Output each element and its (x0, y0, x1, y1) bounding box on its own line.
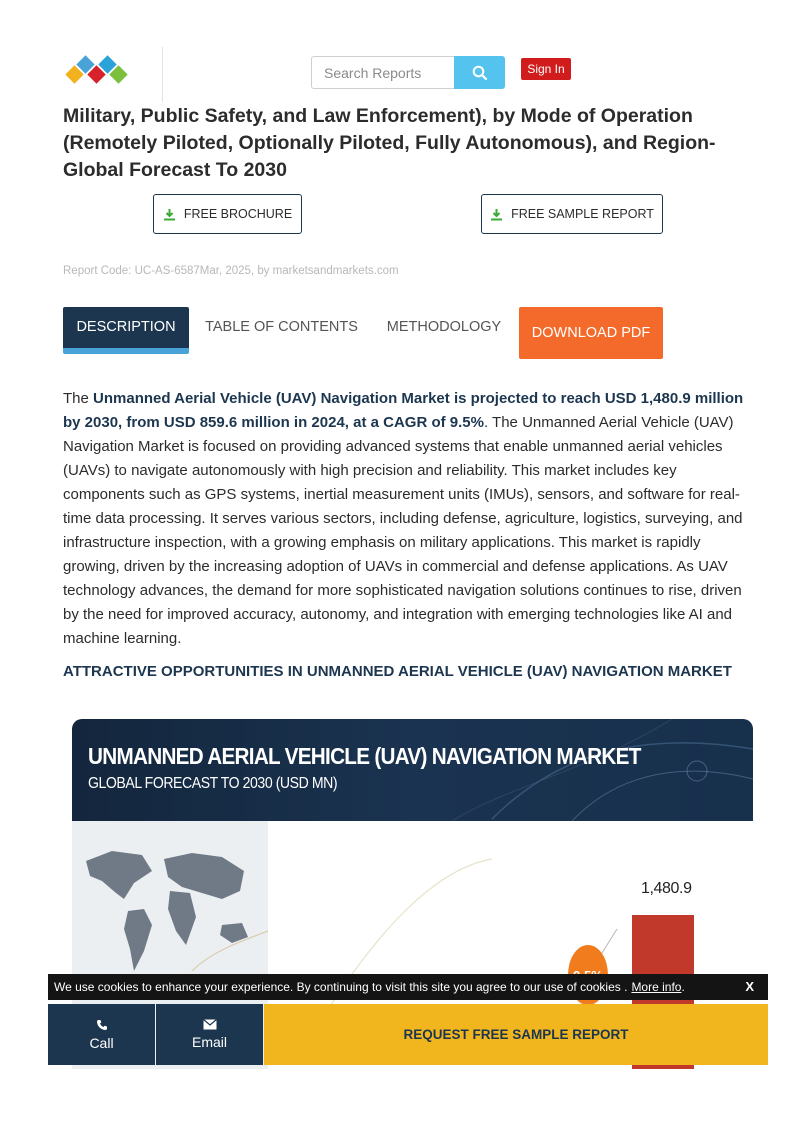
download-pdf-button[interactable]: DOWNLOAD PDF (519, 307, 663, 359)
description-highlight: Unmanned Aerial Vehicle (UAV) Navigation Market is projected to reach USD 1,480.9 million by 2030, from USD 859.6 million in 2024, at a CAGR of 9.5% (63, 390, 744, 431)
call-button[interactable] (48, 1004, 155, 1065)
download-icon (490, 208, 503, 221)
report-meta: Report Code: UC-AS-6587Mar, 2025, by marketsandmarkets.com (63, 265, 399, 277)
download-icon (163, 208, 176, 221)
description-intro: The (63, 390, 94, 407)
free-sample-report-label: FREE SAMPLE REPORT (511, 207, 654, 221)
more-info-link[interactable]: More info (631, 980, 682, 994)
cookie-close-button[interactable]: X (745, 979, 754, 994)
description-rest: . The Unmanned Aerial Vehicle (UAV) Navigation Market is focused on providing advanced systems that enable unmanned aerial vehicles (UAVs) to navigate autonomously with high precision and reliability. This market includes key components such as GPS systems, inertial measurement units (IMUs), sensors, and software for real-time data processing. It serves various sectors, including defense, agriculture, logistics, surveying, and infrastructure inspection, with a growing emphasis on military applications. This market is rapidly growing, driven by the increasing adoption of UAVs in commercial and defense applications. As UAV technology advances, the demand for more sophisticated navigation solutions continues to rise, driven by the need for improved accuracy, autonomy, and integration with emerging technologies like AI and machine learning. (63, 414, 743, 647)
header-divider (162, 47, 163, 102)
tab-table-of-contents[interactable]: TABLE OF CONTENTS (205, 319, 358, 335)
company-logo[interactable] (62, 55, 130, 91)
envelope-icon (203, 1019, 217, 1030)
cookie-banner (48, 974, 768, 1000)
search-input[interactable] (312, 57, 456, 88)
sign-in-button[interactable]: Sign In (521, 58, 571, 80)
infographic-title: UNMANNED AERIAL VEHICLE (UAV) NAVIGATION MARKET (88, 743, 641, 769)
tab-description[interactable]: DESCRIPTION (63, 307, 189, 354)
cookie-period: . (681, 980, 685, 994)
tab-methodology[interactable]: METHODOLOGY (386, 319, 502, 335)
request-free-sample-button[interactable]: REQUEST FREE SAMPLE REPORT (264, 1004, 768, 1065)
description-paragraph (63, 387, 756, 651)
email-label: Email (191, 1034, 227, 1050)
report-title: Military, Public Safety, and Law Enforcement), by Mode of Operation (Remotely Piloted, Optionally Piloted, Fully Autonomous), and Region- Global Forecast To 2030 (63, 105, 716, 181)
forecast-value-label: 1,480.9 (641, 880, 692, 897)
free-sample-report-button[interactable] (481, 194, 663, 234)
infographic-subtitle: GLOBAL FORECAST TO 2030 (USD MN) (88, 775, 338, 792)
free-brochure-button[interactable] (153, 194, 302, 234)
search-box (311, 56, 505, 89)
search-icon (472, 65, 488, 81)
opportunities-heading: ATTRACTIVE OPPORTUNITIES IN UNMANNED AERIAL VEHICLE (UAV) NAVIGATION MARKET (63, 663, 732, 680)
call-label: Call (89, 1034, 114, 1051)
email-button[interactable] (156, 1004, 263, 1065)
search-button[interactable] (454, 56, 505, 89)
cookie-text: We use cookies to enhance your experience. By continuing to visit this site you agree to our use of cookies . (54, 980, 628, 994)
phone-icon (96, 1019, 108, 1031)
free-brochure-label: FREE BROCHURE (183, 207, 293, 221)
